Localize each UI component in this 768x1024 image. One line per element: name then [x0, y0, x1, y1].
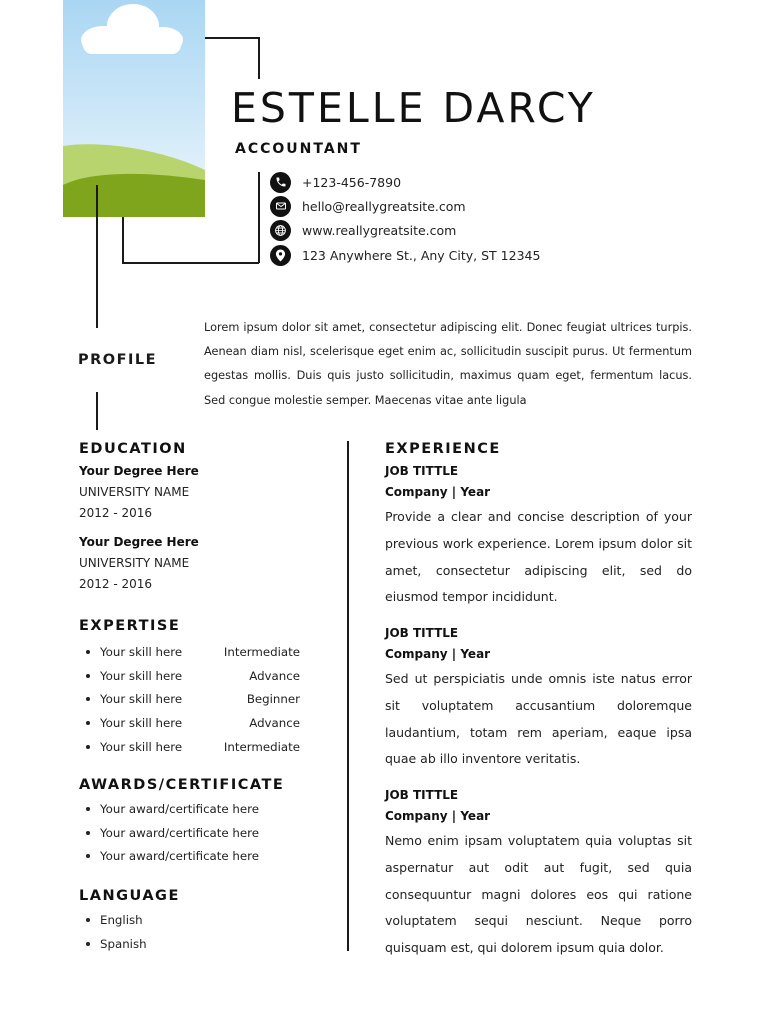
frame-line-right-lower — [258, 172, 260, 263]
contact-phone[interactable] — [270, 170, 540, 194]
education-item — [79, 464, 199, 527]
frame-line-bottom — [122, 262, 259, 264]
globe-icon — [270, 220, 291, 241]
language-item: Spanish — [86, 932, 147, 956]
experience-heading: EXPERIENCE — [385, 441, 501, 457]
contact-address — [270, 243, 540, 267]
job-title: JOB TITTLE — [385, 788, 459, 802]
contact-address-text: 123 Anywhere St., Any City, ST 12345 — [302, 247, 541, 263]
skill-level: Intermediate — [223, 739, 300, 754]
award-item: Your award/certificate here — [86, 797, 259, 821]
skill-row — [86, 687, 300, 711]
job-company: Company | Year — [385, 647, 491, 661]
bullet-icon — [86, 918, 90, 922]
skill-level: Advance — [249, 715, 300, 730]
contact-list — [270, 170, 540, 267]
language-item: English — [86, 908, 147, 932]
location-pin-icon — [270, 245, 291, 266]
contact-website[interactable] — [270, 219, 540, 243]
phone-icon — [270, 172, 291, 193]
mail-icon — [270, 196, 291, 217]
skill-row — [86, 640, 300, 664]
skill-row — [86, 664, 300, 688]
person-name: ESTELLE DARCY — [231, 84, 596, 132]
job-description: Nemo enim ipsam voluptatem quia voluptas sit aspernatur aut odit aut fugit, sed quia consequuntur magni dolores eos qui ratione voluptatem sequi nesciunt. Neque porro quisquam est, qui dolorem ipsum quia dolor. — [385, 833, 692, 956]
skill-level: Advance — [249, 668, 300, 683]
skill-level: Intermediate — [223, 644, 300, 659]
timeline-line-lower — [96, 392, 98, 430]
frame-line-top — [205, 37, 259, 39]
job-title: JOB TITTLE — [385, 626, 459, 640]
job-company: Company | Year — [385, 485, 491, 499]
skill-level: Beginner — [246, 692, 300, 707]
column-divider — [347, 441, 349, 951]
timeline-line-upper — [96, 185, 98, 328]
contact-website-text: www.reallygreatsite.com — [302, 223, 457, 239]
skill-row — [86, 735, 300, 759]
bullet-icon — [86, 650, 90, 654]
education-heading: EDUCATION — [79, 441, 187, 457]
skill-name: Your skill here — [100, 668, 183, 683]
contact-email-text: hello@reallygreatsite.com — [302, 198, 466, 214]
bullet-icon — [86, 674, 90, 678]
job-title: JOB TITTLE — [385, 464, 459, 478]
expertise-heading: EXPERTISE — [79, 618, 181, 634]
profile-heading: PROFILE — [78, 352, 158, 368]
awards-list — [86, 797, 259, 868]
awards-heading: AWARDS/CERTIFICATE — [79, 777, 285, 793]
bullet-icon — [86, 745, 90, 749]
skill-row — [86, 711, 300, 735]
language-list — [86, 908, 147, 955]
bullet-icon — [86, 807, 90, 811]
job-entry — [385, 464, 692, 611]
bullet-icon — [86, 854, 90, 858]
bullet-icon — [86, 697, 90, 701]
bullet-icon — [86, 942, 90, 946]
bullet-icon — [86, 831, 90, 835]
job-company: Company | Year — [385, 809, 491, 823]
degree-name: Your Degree Here — [79, 464, 199, 478]
skill-name: Your skill here — [100, 692, 183, 707]
award-item: Your award/certificate here — [86, 821, 259, 845]
skills-list — [86, 640, 300, 758]
skill-name: Your skill here — [100, 715, 183, 730]
job-role: ACCOUNTANT — [235, 141, 362, 157]
bullet-icon — [86, 721, 90, 725]
university-name: UNIVERSITY NAME — [79, 485, 190, 499]
language-heading: LANGUAGE — [79, 888, 180, 904]
contact-email[interactable] — [270, 194, 540, 218]
contact-phone-text: +123-456-7890 — [302, 174, 402, 190]
job-description: Provide a clear and concise description of your previous work experience. Lorem ipsum dolor sit amet, consectetur adipiscing elit, sed do eiusmod tempor incididunt. — [385, 509, 692, 605]
profile-photo — [63, 0, 205, 217]
profile-summary: Lorem ipsum dolor sit amet, consectetur adipiscing elit. Donec feugiat ultrices turpis. Aenean diam nisl, scelerisque eget enim ac, sollicitudin suscipit purus. Ut fermentum egestas mollis. Duis quis justo sollicitudin, maximus quam eget, fermentum lacus. Sed congue molestie semper. Maecenas vitae ante ligula — [204, 321, 692, 407]
award-item: Your award/certificate here — [86, 844, 259, 868]
university-name: UNIVERSITY NAME — [79, 556, 190, 570]
skill-name: Your skill here — [100, 739, 183, 754]
job-entry — [385, 626, 692, 773]
education-item — [79, 535, 199, 598]
job-description: Sed ut perspiciatis unde omnis iste natus error sit voluptatem accusantium doloremque laudantium, totam rem aperiam, eaque ipsa quae ab illo inventore veritatis. — [385, 671, 692, 767]
frame-line-left — [122, 217, 124, 263]
education-years: 2012 - 2016 — [79, 577, 153, 591]
degree-name: Your Degree Here — [79, 535, 199, 549]
education-years: 2012 - 2016 — [79, 506, 153, 520]
frame-line-right — [258, 37, 260, 79]
skill-name: Your skill here — [100, 644, 183, 659]
job-entry — [385, 788, 692, 962]
